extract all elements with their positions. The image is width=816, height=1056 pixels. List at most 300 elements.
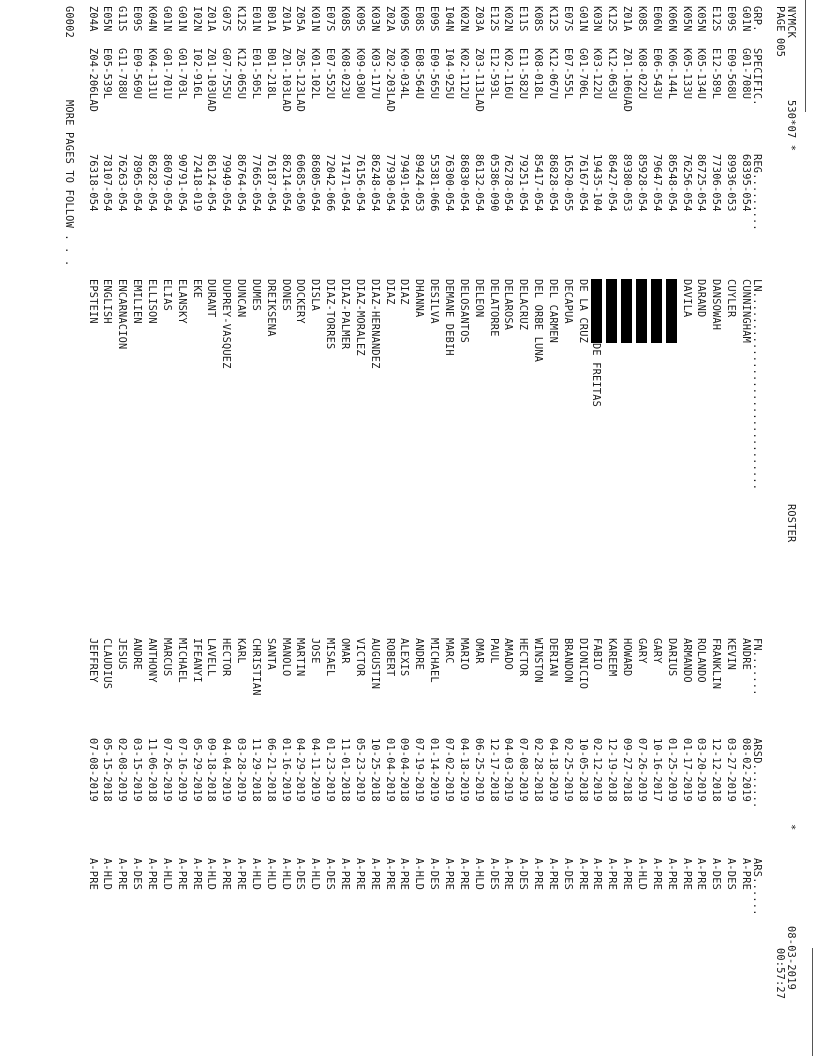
first-name-cell: ROBERT (383, 638, 396, 677)
last-name-cell: DANSOWAH (710, 279, 723, 331)
arsd-cell: 01-16-2019 (279, 738, 292, 802)
grp-cell: G11S (116, 6, 129, 32)
ars-cell: A-PRE (190, 858, 203, 890)
specific-cell: E05-539L (101, 48, 114, 100)
reg-cell: 86828-054 (546, 154, 559, 212)
ars-cell: A-DES (487, 858, 500, 890)
last-name-cell: DONES (279, 279, 292, 311)
grp-cell: Z02A (383, 6, 396, 32)
ars-cell: A-PRE (680, 858, 693, 890)
reg-cell: 86764-054 (235, 154, 248, 212)
ars-cell: A-PRE (398, 858, 411, 890)
specific-cell: G01-708U (740, 48, 752, 100)
specific-cell: K03-117U (368, 48, 381, 100)
ars-cell: A-HLD (160, 858, 173, 890)
arsd-cell: 07-16-2019 (175, 738, 188, 802)
reg-cell: 86548-054 (665, 154, 678, 212)
page-number: PAGE 005 (774, 6, 786, 58)
reg-cell: 19435-104 (591, 154, 604, 212)
grp-cell: E11S (517, 6, 530, 32)
ars-cell: A-HLD (249, 858, 262, 890)
col-reg-header: REG......... (751, 154, 763, 231)
grp-cell: Z01A (621, 6, 634, 32)
first-name-cell: ANDRE (413, 638, 426, 670)
reg-cell: 89380-053 (621, 154, 634, 212)
specific-cell: E08-564U (413, 48, 426, 100)
specific-cell: K09-030U (353, 48, 366, 100)
arsd-cell: 04-04-2019 (220, 738, 233, 802)
last-name-cell: DIAZ-MORALEZ (353, 279, 366, 356)
arsd-cell: 11-29-2018 (249, 738, 262, 802)
grp-cell: Z03A (472, 6, 485, 32)
arsd-cell: 01-17-2019 (680, 738, 693, 802)
specific-cell: G01-703L (175, 48, 188, 100)
arsd-cell: 06-21-2018 (264, 738, 277, 802)
redaction-bar (621, 279, 632, 343)
grp-cell: E08S (413, 6, 426, 32)
specific-cell: Z01-103LAD (279, 48, 292, 112)
specific-cell: Z01-103UAD (205, 48, 218, 112)
arsd-cell: 03-15-2019 (131, 738, 144, 802)
last-name-cell: DIAZ-PALMER (339, 279, 352, 350)
grp-cell: E12S (710, 6, 723, 32)
first-name-cell: FABIO (591, 638, 604, 670)
last-name-cell: DE LA CRUZ (576, 279, 589, 343)
last-name-cell: ELLISON (146, 279, 158, 324)
ars-cell: A-PRE (546, 858, 559, 890)
first-name-cell: GARY (636, 638, 649, 664)
first-name-cell: ANDRE (740, 638, 752, 670)
report-date: 08-03-2019 (785, 926, 797, 990)
arsd-cell: 01-23-2019 (324, 738, 337, 802)
first-name-cell: MARC (443, 638, 455, 664)
first-name-cell: ANTHONY (146, 638, 158, 683)
first-name-cell: KARL (235, 638, 248, 664)
ars-cell: A-PRE (740, 858, 752, 890)
reg-cell: 86214-054 (279, 154, 292, 212)
reg-cell: 86427-054 (606, 154, 619, 212)
col-specific-header: SPECIFIC. (751, 48, 763, 106)
first-name-cell: CHRISTIAN (249, 638, 262, 696)
arsd-cell: 02-08-2019 (116, 738, 129, 802)
last-name-cell: DHANNA (413, 279, 426, 318)
arsd-cell: 03-20-2019 (695, 738, 708, 802)
footer-more-pages: MORE PAGES TO FOLLOW . . . (63, 100, 75, 267)
specific-cell: E01-505L (249, 48, 262, 100)
ars-cell: A-DES (710, 858, 723, 890)
reg-cell: 76263-054 (116, 154, 129, 212)
specific-cell: G01-701U (160, 48, 173, 100)
first-name-cell: MARCUS (160, 638, 173, 677)
arsd-cell: 03-27-2019 (725, 738, 738, 802)
specific-cell: K01-102L (309, 48, 322, 100)
reg-cell: 86079-054 (160, 154, 173, 212)
grp-cell: K08S (636, 6, 649, 32)
first-name-cell: ARMANDO (680, 638, 693, 683)
reg-cell: 78965-054 (131, 154, 144, 212)
last-name-cell: EPSTEIN (86, 279, 99, 324)
ars-cell: A-PRE (383, 858, 396, 890)
ars-cell: A-PRE (86, 858, 99, 890)
last-name-cell (665, 279, 676, 343)
reg-cell: 78107-054 (101, 154, 114, 212)
reg-cell: 55381-066 (428, 154, 441, 212)
footer-code: G0002 (63, 6, 75, 38)
ars-cell: A-PRE (339, 858, 352, 890)
col-ars-header: ARS...... (751, 858, 763, 916)
specific-cell: Z01-106UAD (621, 48, 634, 112)
last-name-cell: EMILIEN (131, 279, 144, 324)
grp-cell: K04N (146, 6, 158, 32)
last-name-cell: ENCARNACION (116, 279, 129, 350)
grp-cell: K09S (353, 6, 366, 32)
specific-cell: E07-555L (561, 48, 574, 100)
last-name-cell: DAVILA (680, 279, 693, 318)
specific-cell: E09-565U (428, 48, 441, 100)
specific-cell: Z03-113LAD (472, 48, 485, 112)
header-marker: * (785, 824, 797, 831)
ars-cell: A-PRE (175, 858, 188, 890)
first-name-cell: AMADO (502, 638, 515, 670)
grp-cell: K03N (591, 6, 604, 32)
arsd-cell: 12-12-2018 (710, 738, 723, 802)
last-name-cell: DELAROSA (502, 279, 515, 331)
first-name-cell: DARIUS (665, 638, 678, 677)
specific-cell: E11-582U (517, 48, 530, 100)
ars-cell: A-PRE (457, 858, 470, 890)
reg-cell: 76167-054 (576, 154, 589, 212)
reg-cell: 86805-054 (309, 154, 322, 212)
first-name-cell: KEVIN (725, 638, 738, 670)
first-name-cell: MARTIN (294, 638, 307, 677)
ars-cell: A-PRE (621, 858, 634, 890)
col-grp-header: GRP. (751, 6, 763, 32)
ars-cell: A-PRE (606, 858, 619, 890)
first-name-cell: GARY (650, 638, 663, 664)
first-name-cell: HECTOR (220, 638, 233, 677)
ars-cell: A-PRE (650, 858, 663, 890)
grp-cell: Z01A (205, 6, 218, 32)
specific-cell: K05-134U (695, 48, 708, 100)
arsd-cell: 12-19-2018 (606, 738, 619, 802)
reg-cell: 86830-054 (457, 154, 470, 212)
last-name-cell: DIAZ-TORRES (324, 279, 337, 350)
reg-cell: 79251-054 (517, 154, 530, 212)
last-name-cell: DELATORRE (487, 279, 500, 337)
last-name-cell: DUPREY-VASQUEZ (220, 279, 233, 369)
grp-cell: K12S (235, 6, 248, 32)
first-name-cell: ROLANDO (695, 638, 708, 683)
reg-cell: 85928-054 (636, 154, 649, 212)
specific-cell: B01-218L (264, 48, 277, 100)
arsd-cell: 04-18-2019 (457, 738, 470, 802)
first-name-cell: DERIAN (546, 638, 559, 677)
reg-cell: 68395-054 (740, 154, 752, 212)
grp-cell: B01A (264, 6, 277, 32)
arsd-cell: 06-25-2019 (472, 738, 485, 802)
first-name-cell: MISAEL (324, 638, 337, 677)
reg-cell: 76300-054 (443, 154, 455, 212)
reg-cell: 60685-050 (294, 154, 307, 212)
reg-cell: 86124-054 (205, 154, 218, 212)
first-name-cell: JOSE (309, 638, 322, 664)
last-name-cell: DOCKERY (294, 279, 307, 324)
last-name-cell: DEL ORBE LUNA (532, 279, 545, 363)
grp-cell: K12S (606, 6, 619, 32)
first-name-cell: AUGUSTIN (368, 638, 381, 690)
ars-cell: A-PRE (502, 858, 515, 890)
arsd-cell: 04-18-2019 (546, 738, 559, 802)
specific-cell: Z05-123LAD (294, 48, 307, 112)
grp-cell: K01N (309, 6, 322, 32)
ars-cell: A-PRE (443, 858, 455, 890)
last-name-cell: DIAZ-HERNANDEZ (368, 279, 381, 369)
arsd-cell: 01-14-2019 (428, 738, 441, 802)
last-name-cell: ELANSKY (175, 279, 188, 324)
grp-cell: K05N (695, 6, 708, 32)
redaction-bar (606, 279, 617, 343)
reg-cell: 77930-054 (383, 154, 396, 212)
arsd-cell: 02-25-2019 (561, 738, 574, 802)
arsd-cell: 07-08-2019 (86, 738, 99, 802)
report-time: 00:57:27 (774, 948, 786, 1000)
last-name-cell: DISLA (309, 279, 322, 311)
first-name-cell: ANDRE (131, 638, 144, 670)
arsd-cell: 12-17-2018 (487, 738, 500, 802)
first-name-cell: DIONICIO (576, 638, 589, 690)
ars-cell: A-DES (428, 858, 441, 890)
first-name-cell: MICHAEL (175, 638, 188, 683)
ars-cell: A-PRE (695, 858, 708, 890)
grp-cell: E12S (487, 6, 500, 32)
last-name-text: DE FREITAS (590, 343, 603, 407)
reg-cell: 86282-054 (146, 154, 158, 212)
col-fn-header: FN....... (751, 638, 763, 696)
arsd-cell: 07-19-2019 (413, 738, 426, 802)
arsd-cell: 08-02-2019 (740, 738, 752, 802)
ars-cell: A-DES (131, 858, 144, 890)
col-arsd-header: ARSD....... (751, 738, 763, 809)
specific-cell: E12-589L (710, 48, 723, 100)
first-name-cell: IFEANYI (190, 638, 203, 683)
arsd-cell: 03-28-2019 (235, 738, 248, 802)
specific-cell: I02-916L (190, 48, 203, 100)
grp-cell: Z01A (279, 6, 292, 32)
grp-cell: I04N (443, 6, 455, 32)
grp-cell: K06N (665, 6, 678, 32)
first-name-cell: JEFFREY (86, 638, 99, 683)
arsd-cell: 09-18-2018 (205, 738, 218, 802)
arsd-cell: 07-08-2019 (517, 738, 530, 802)
specific-cell: E12-593L (487, 48, 500, 100)
job-number: 530*07 * (785, 100, 797, 152)
specific-cell: I04-925U (443, 48, 455, 100)
last-name-cell (591, 279, 602, 407)
specific-cell: G01-706L (576, 48, 589, 100)
ars-cell: A-DES (725, 858, 738, 890)
specific-cell: K12-063U (606, 48, 619, 100)
ars-cell: A-PRE (576, 858, 589, 890)
ars-cell: A-PRE (368, 858, 381, 890)
grp-cell: E09S (131, 6, 144, 32)
last-name-cell: DIAZ (383, 279, 396, 305)
first-name-cell: OMAR (472, 638, 485, 664)
specific-cell: E09-569U (131, 48, 144, 100)
reg-cell: 90791-054 (175, 154, 188, 212)
reg-cell: 76156-054 (353, 154, 366, 212)
ars-cell: A-PRE (235, 858, 248, 890)
specific-cell: K12-067U (546, 48, 559, 100)
arsd-cell: 10-25-2018 (368, 738, 381, 802)
specific-cell: K02-112U (457, 48, 470, 100)
reg-cell: 71471-054 (339, 154, 352, 212)
ars-cell: A-HLD (279, 858, 292, 890)
first-name-cell: OMAR (339, 638, 352, 664)
last-name-cell (621, 279, 632, 343)
specific-cell: Z02-203LAD (383, 48, 396, 112)
last-name-cell: CUNNINGHAM (740, 279, 752, 343)
grp-cell: G01N (740, 6, 752, 32)
system-name: NYMCK (785, 6, 797, 38)
grp-cell: K12S (546, 6, 559, 32)
reg-cell: 89424-053 (413, 154, 426, 212)
ars-cell: A-HLD (309, 858, 322, 890)
ars-cell: A-PRE (591, 858, 604, 890)
grp-cell: K03N (368, 6, 381, 32)
arsd-cell: 07-26-2019 (160, 738, 173, 802)
arsd-cell: 01-25-2019 (665, 738, 678, 802)
first-name-cell: SANTA (264, 638, 277, 670)
ars-cell: A-PRE (220, 858, 233, 890)
grp-cell: K08S (532, 6, 545, 32)
last-name-cell: DECAPUA (561, 279, 574, 324)
arsd-cell: 09-04-2018 (398, 738, 411, 802)
arsd-cell: 04-29-2019 (294, 738, 307, 802)
first-name-cell: WINSTON (532, 638, 545, 683)
specific-cell: E07-552U (324, 48, 337, 100)
arsd-cell: 10-16-2017 (650, 738, 663, 802)
grp-cell: K02N (502, 6, 515, 32)
specific-cell: G07-755U (220, 48, 233, 100)
col-ln-header: LN............................... (751, 279, 763, 491)
grp-cell: K02N (457, 6, 470, 32)
specific-cell: G11-788U (116, 48, 129, 100)
reg-cell: 79647-054 (650, 154, 663, 212)
specific-cell: E06-543U (650, 48, 663, 100)
redaction-bar (592, 279, 603, 343)
first-name-cell: FRANKLIN (710, 638, 723, 690)
ars-cell: A-DES (294, 858, 307, 890)
arsd-cell: 05-23-2019 (353, 738, 366, 802)
first-name-cell: CLAUDIUS (101, 638, 114, 690)
first-name-cell: HECTOR (517, 638, 530, 677)
reg-cell: 79949-054 (220, 154, 233, 212)
arsd-cell: 02-12-2019 (591, 738, 604, 802)
last-name-cell: ELIAS (160, 279, 173, 311)
first-name-cell: ALEXIS (398, 638, 411, 677)
arsd-cell: 04-11-2019 (309, 738, 322, 802)
last-name-cell (606, 279, 617, 343)
arsd-cell: 02-28-2018 (532, 738, 545, 802)
last-name-cell: EKE (190, 279, 203, 299)
grp-cell: K09S (398, 6, 411, 32)
last-name-cell: DELACRUZ (517, 279, 530, 331)
reg-cell: 76256-054 (680, 154, 693, 212)
specific-cell: K08-022U (636, 48, 649, 100)
report-title: ROSTER (785, 504, 797, 543)
last-name-cell: DEL CARMEN (546, 279, 559, 343)
reg-cell: 89936-053 (725, 154, 738, 212)
specific-cell: K09-034L (398, 48, 411, 100)
last-name-cell: DELOSANTOS (457, 279, 470, 343)
ars-cell: A-PRE (665, 858, 678, 890)
last-name-cell (636, 279, 647, 343)
arsd-cell: 11-01-2018 (339, 738, 352, 802)
reg-cell: 86248-054 (368, 154, 381, 212)
arsd-cell: 10-05-2018 (576, 738, 589, 802)
ars-cell: A-HLD (472, 858, 485, 890)
first-name-cell: HOWARD (621, 638, 634, 677)
arsd-cell: 11-06-2018 (146, 738, 158, 802)
grp-cell: G01N (576, 6, 589, 32)
specific-cell: K06-144L (665, 48, 678, 100)
ars-cell: A-DES (517, 858, 530, 890)
ars-cell: A-DES (324, 858, 337, 890)
grp-cell: E01N (249, 6, 262, 32)
specific-cell: K08-018L (532, 48, 545, 100)
ars-cell: A-HLD (264, 858, 277, 890)
grp-cell: E05N (101, 6, 114, 32)
reg-cell: 76187-054 (264, 154, 277, 212)
reg-cell: 85417-054 (532, 154, 545, 212)
reg-cell: 86725-054 (695, 154, 708, 212)
last-name-cell: DELEON (472, 279, 485, 318)
first-name-cell: PAUL (487, 638, 500, 664)
first-name-cell: MANOLO (279, 638, 292, 677)
first-name-cell: BRANDON (561, 638, 574, 683)
reg-cell: 77306-054 (710, 154, 723, 212)
redaction-bar (666, 279, 677, 343)
arsd-cell: 01-04-2019 (383, 738, 396, 802)
reg-cell: 72042-066 (324, 154, 337, 212)
specific-cell: K12-065U (235, 48, 248, 100)
grp-cell: G01N (175, 6, 188, 32)
last-name-cell: CUYLER (725, 279, 738, 318)
arsd-cell: 09-27-2018 (621, 738, 634, 802)
grp-cell: Z04A (86, 6, 99, 32)
specific-cell: K02-116U (502, 48, 515, 100)
reg-cell: 76278-054 (502, 154, 515, 212)
first-name-cell: VICTOR (353, 638, 366, 677)
grp-cell: I02N (190, 6, 203, 32)
grp-cell: K05N (680, 6, 693, 32)
last-name-cell: DUNCAN (235, 279, 248, 318)
specific-cell: Z04-206LAD (86, 48, 99, 112)
last-name-cell: DARAND (695, 279, 708, 318)
reg-cell: 86132-054 (472, 154, 485, 212)
ars-cell: A-HLD (413, 858, 426, 890)
last-name-cell (651, 279, 662, 343)
ars-cell: A-DES (561, 858, 574, 890)
last-name-cell: DUMES (249, 279, 262, 311)
specific-cell: E09-568U (725, 48, 738, 100)
first-name-cell: KAREEM (606, 638, 619, 677)
reg-cell: 72418-019 (190, 154, 203, 212)
grp-cell: K08S (339, 6, 352, 32)
last-name-cell: DESILVA (428, 279, 441, 324)
specific-cell: K03-122U (591, 48, 604, 100)
ars-cell: A-PRE (146, 858, 158, 890)
